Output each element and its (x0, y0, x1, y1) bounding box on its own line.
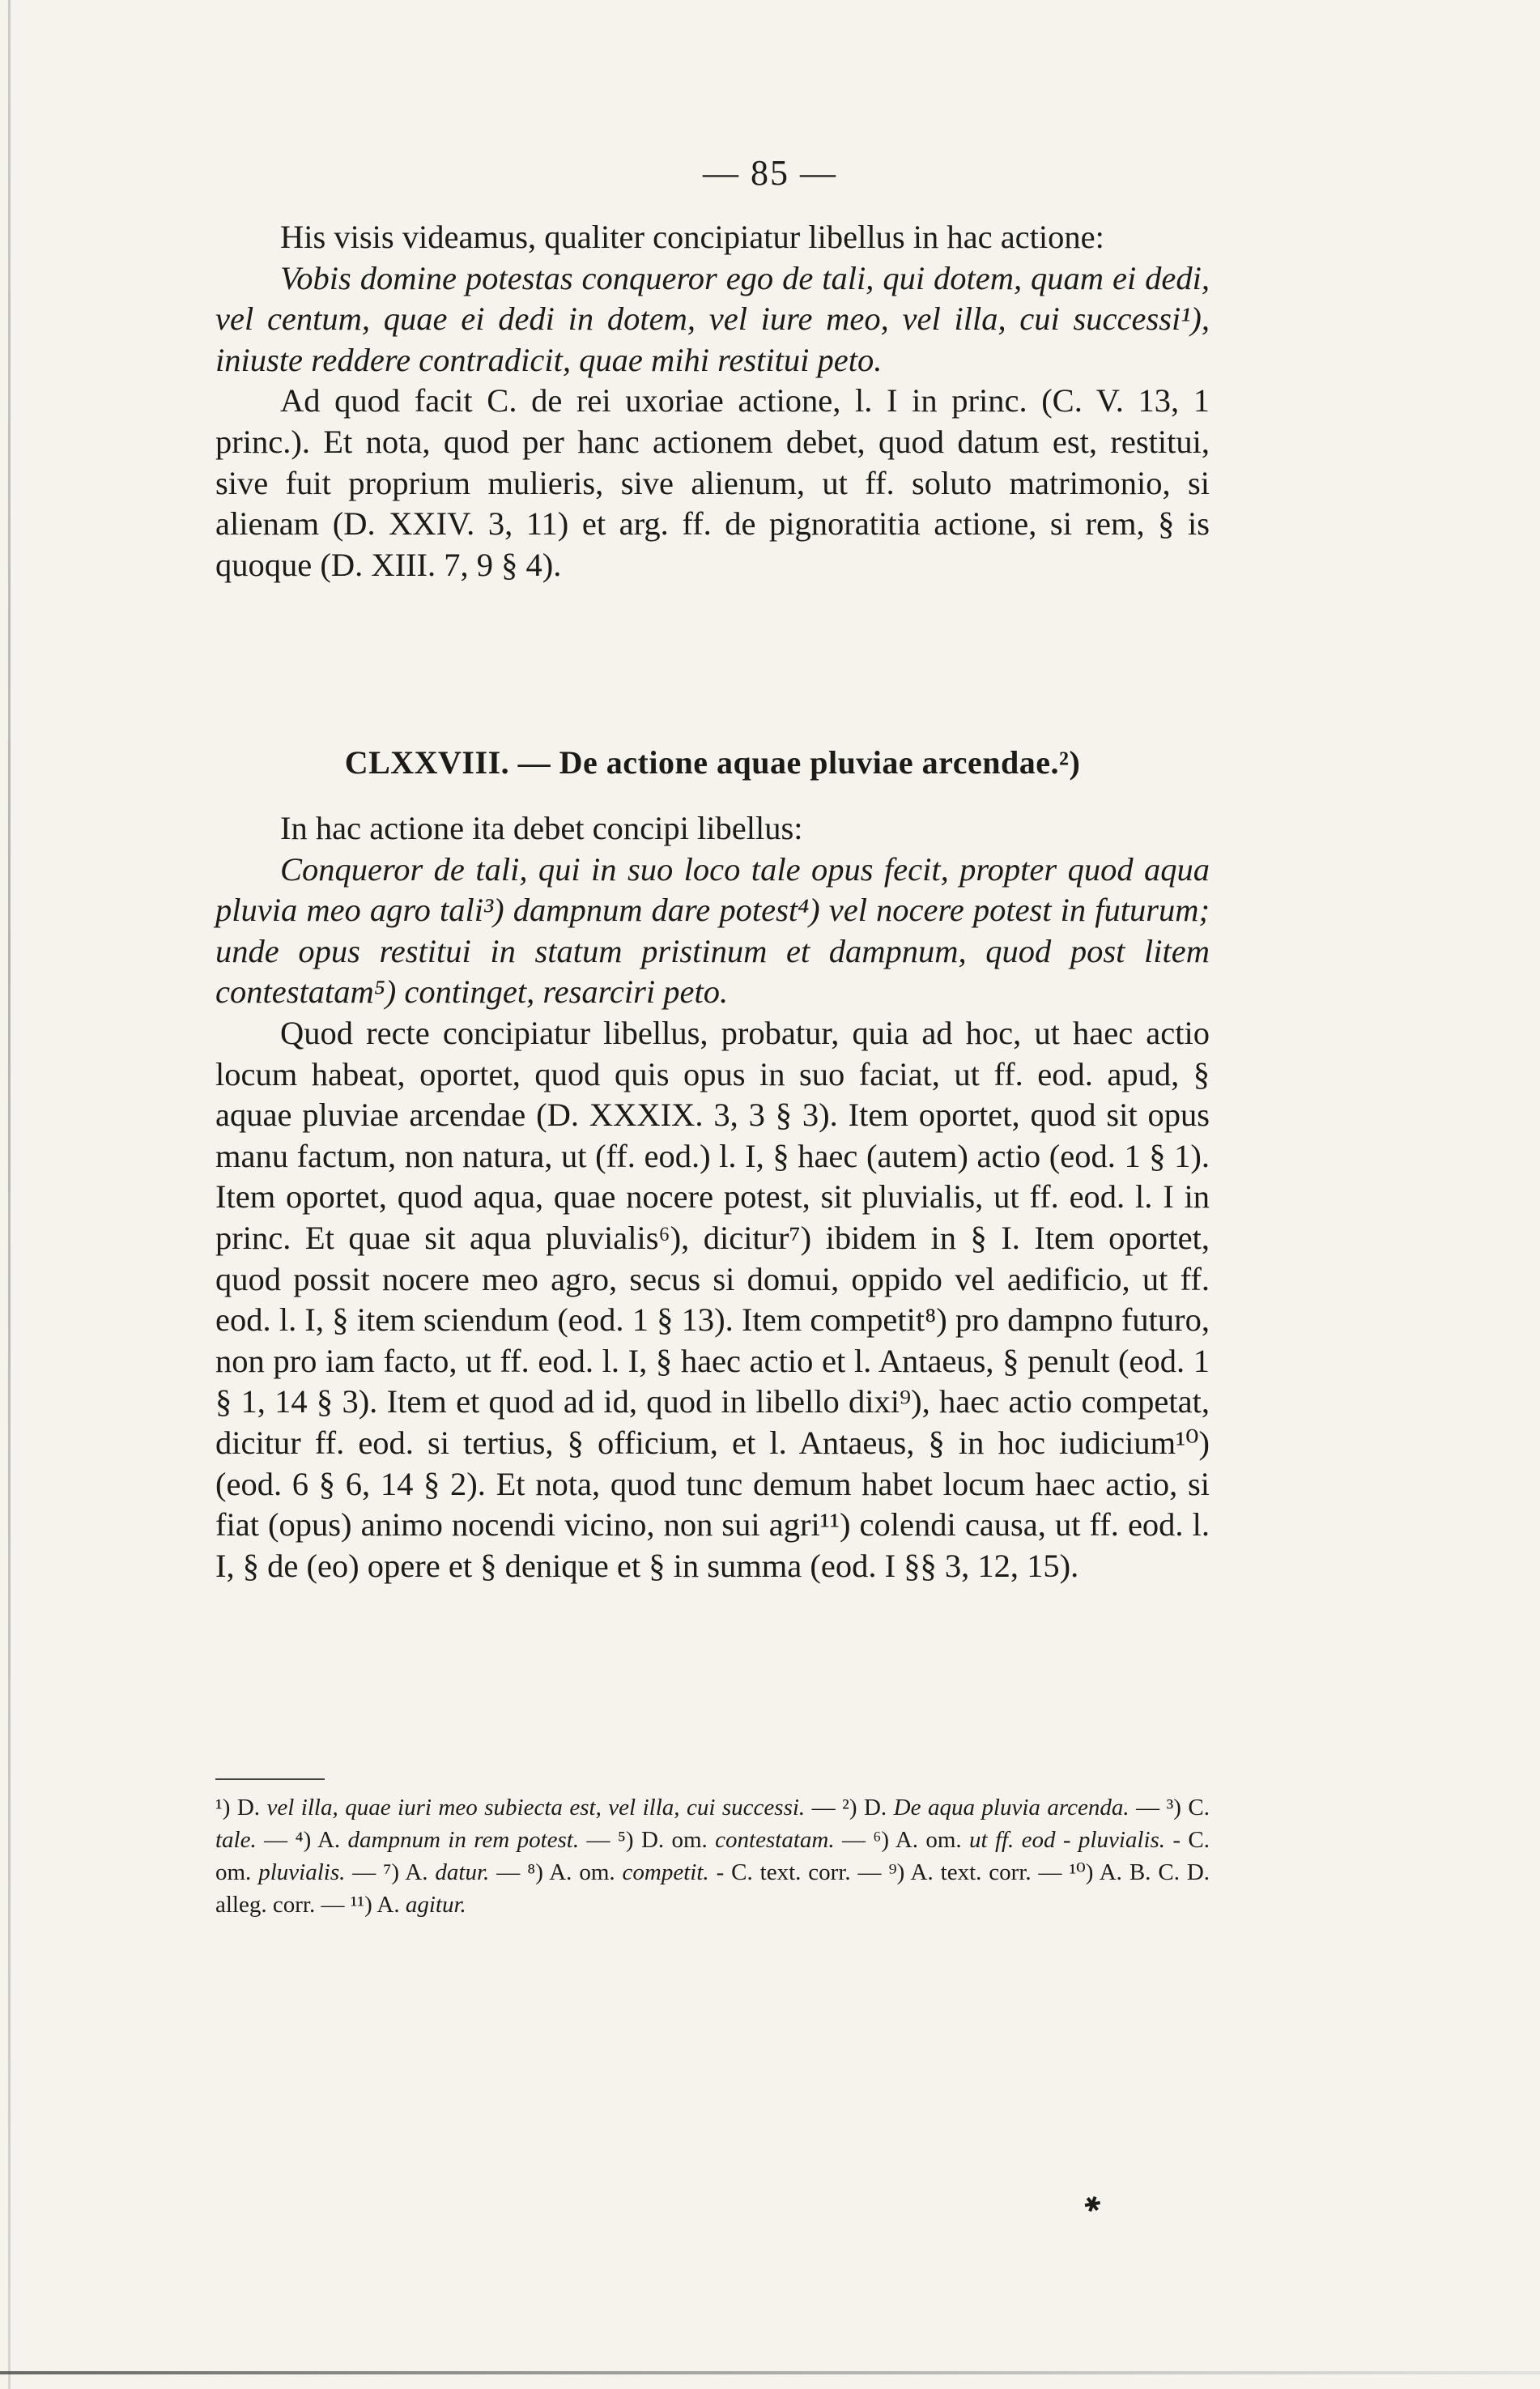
footnote-5-mark: — ⁵) D. om. (586, 1827, 708, 1853)
section-1-formula: Vobis domine potestas conqueror ego de tali, qui dotem, quam ei dedi, vel centum, quae ei dedi in dotem, vel iure meo, vel illa, cui successi¹), iniuste reddere contradicit, quae mihi restitui peto. (215, 259, 1210, 378)
section-2-formula: Conqueror de tali, qui in suo loco tale opus fecit, propter quod aqua pluvia meo agro tali³) dampnum dare potest⁴) vel nocere potest in futurum; unde opus restitui in statum pristinum et dampnum, quod post litem contestatam⁵) continget, resarciri peto. (215, 850, 1210, 1011)
footnote-2-text: De aqua pluvia arcenda. (893, 1795, 1129, 1820)
footnote-4-text: dampnum in rem potest. (347, 1827, 580, 1853)
footnote-1-mark: ¹) D. (215, 1795, 261, 1820)
scan-left-edge (8, 0, 11, 2389)
footnote-8-mark: — ⁸) A. om. (496, 1859, 615, 1885)
section-2-commentary: Quod recte concipiatur libellus, probatur, quia ad hoc, ut haec actio locum habeat, oportet, quod quis opus in suo faciat, ut ff. eod. apud, § aquae pluviae arcendae (D. XXXIX. 3, 3 § 3). Item oportet, quod sit opus manu factum, non natura, ut (ff. eod.) l. I, § haec (autem) actio (eod. 1 § 1). Item oportet, quod aqua, quae nocere potest, sit pluvialis, ut ff. eod. l. I in princ. Et quae sit aqua pluvialis⁶), dicitur⁷) ibidem in § I. Item oportet, quod possit nocere meo agro, secus si domui, oppido vel aedificio, ut ff. eod. l. I, § item sciendum (eod. 1 § 13). Item competit⁸) pro dampno futuro, non pro iam facto, ut ff. eod. l. I, § haec actio et l. Antaeus, § penult (eod. 1 § 1, 14 § 3). Item et quod ad id, quod in libello dixi⁹), haec actio competat, dicitur ff. eod. si tertius, § officium, et l. Antaeus, § in hoc iudicium¹⁰) (eod. 6 § 6, 14 § 2). Et nota, quod tunc demum habet locum haec actio, si fiat (opus) animo nocendi vicino, non sui agri¹¹) colendi causa, ut ff. eod. l. I, § de (eo) opere et § denique et § in summa (eod. I §§ 3, 12, 15). (215, 1014, 1210, 1584)
footnote-3-text: tale. (215, 1827, 257, 1853)
section-heading: CLXXVIII. — De actione aquae pluviae arcendae.²) (344, 744, 1081, 781)
footnote-1-text: vel illa, quae iuri meo subiecta est, vel illa, cui successi. (266, 1795, 806, 1820)
footnote-8b-text: - C. text. corr. — ⁹) A. text. corr. — ¹⁰) A. B. C. D. alleg. corr. (215, 1859, 1210, 1918)
star-mark: ✱ (1079, 2191, 1105, 2219)
footnote-3-mark: — ³) C. (1136, 1795, 1210, 1820)
footnote-separator (215, 1778, 325, 1780)
footnote-11-text: agitur. (405, 1892, 466, 1918)
section-2-intro: In hac actione ita debet concipi libellus: (280, 810, 803, 846)
section-2 (215, 808, 1210, 1586)
footnote-2-mark: — ²) D. (811, 1795, 887, 1820)
footnote-6-text: ut ff. eod - pluvialis. (969, 1827, 1166, 1853)
footnote-6b-mark: - C. om. (215, 1827, 1210, 1885)
section-1-intro: His visis videamus, qualiter concipiatur libellus in hac actione: (280, 219, 1104, 255)
footnote-4-mark: — ⁴) A. (264, 1827, 341, 1853)
footnotes (215, 1791, 1210, 1921)
footnote-7-text: datur. (435, 1859, 490, 1885)
scan-bottom-edge (0, 2371, 1540, 2374)
footnote-6-mark: — ⁶) A. om. (841, 1827, 962, 1853)
section-1 (215, 217, 1210, 586)
section-1-commentary: Ad quod facit C. de rei uxoriae actione, l. I in princ. (C. V. 13, 1 princ.). Et nota, quod per hanc actionem debet, quod datum est, restitui, sive fuit proprium mulieris, sive alienum, ut ff. soluto matrimonio, si alienam (D. XXIV. 3, 11) et arg. ff. de pignoratitia actione, si rem, § is quoque (D. XIII. 7, 9 § 4). (215, 382, 1210, 583)
footnote-7-mark: — ⁷) A. (352, 1859, 428, 1885)
footnote-5-text: contestatam. (715, 1827, 835, 1853)
footnote-11-mark: — ¹¹) A. (321, 1892, 400, 1918)
page-number: — 85 — (703, 153, 837, 193)
footnote-6b-text: pluvialis. (258, 1859, 346, 1885)
footnote-8-text: competit. (622, 1859, 709, 1885)
